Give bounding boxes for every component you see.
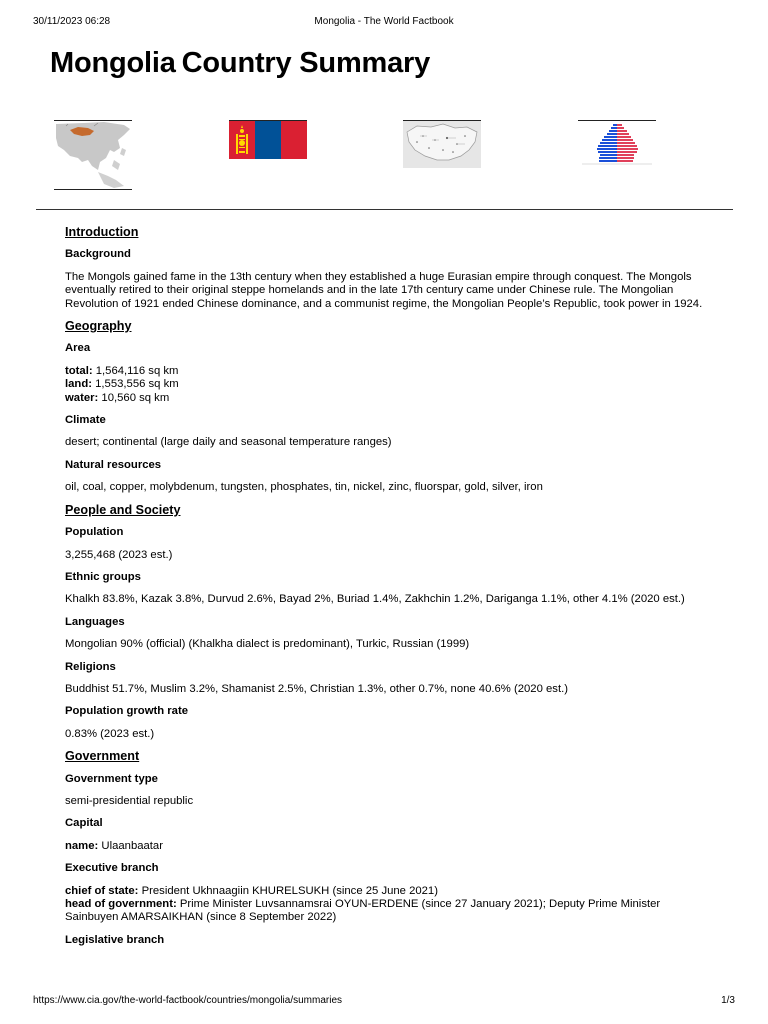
- country-name: Mongolia: [50, 47, 176, 79]
- field-text-ethnic-groups: Khalkh 83.8%, Kazak 3.8%, Durvud 2.6%, Bayad 2%, Buriad 1.4%, Zakhchin 1.2%, Dariganga 1.1%, other 4.1% (2020 est.): [65, 593, 685, 606]
- field-label-natural-resources: Natural resources: [65, 458, 162, 471]
- field-label-population: Population: [65, 526, 124, 539]
- field-label-religions: Religions: [65, 660, 116, 673]
- print-header: [33, 16, 735, 30]
- locator-map-icon[interactable]: [54, 120, 132, 190]
- print-footer: [33, 995, 735, 1009]
- field-text-executive-branch: [65, 885, 704, 925]
- field-label-executive-branch: Executive branch: [65, 862, 159, 875]
- area-water-value: 10,560 sq km: [101, 391, 170, 404]
- field-text-population: 3,255,468 (2023 est.): [65, 548, 173, 561]
- field-label-capital: Capital: [65, 817, 103, 830]
- section-title-people-and-society[interactable]: People and Society: [65, 502, 181, 517]
- field-label-ethnic-groups: Ethnic groups: [65, 570, 141, 583]
- print-page-title: Mongolia - The World Factbook: [314, 16, 454, 27]
- chief-of-state-value: President Ukhnaagiin KHURELSUKH (since 25 June 2021): [141, 884, 438, 897]
- flag-icon[interactable]: [229, 120, 307, 190]
- field-label-area: Area: [65, 342, 91, 355]
- field-text-capital: [65, 840, 704, 853]
- capital-name-label: name:: [65, 839, 99, 852]
- head-of-government-label: head of government:: [65, 898, 177, 910]
- page-number: 1/3: [721, 995, 735, 1006]
- field-text-population-growth-rate: 0.83% (2023 est.): [65, 727, 155, 740]
- section-title-introduction[interactable]: Introduction: [65, 225, 139, 239]
- page-title: [50, 47, 430, 80]
- head-of-government-value: Prime Minister Luvsannamsrai OYUN-ERDENE (since 27 January 2021); Deputy Prime Minister Sainbuyen AMARSAIKHAN (since 8 September 2022): [65, 898, 661, 924]
- area-total-value: 1,564,116 sq km: [95, 364, 179, 377]
- field-label-languages: Languages: [65, 615, 125, 628]
- field-text-background: The Mongols gained fame in the 13th century when they established a huge Eurasian empire through conquest. The Mongols eventually retired to their original steppe homelands and in the late 17th century came under Chinese rule. The Mongolian Revolution of 1921 ended Chinese dominance, and a communist regime, the Mongolian People’s Republic, took power in 1924.: [65, 270, 703, 310]
- print-url[interactable]: https://www.cia.gov/the-world-factbook/countries/mongolia/summaries: [33, 995, 343, 1006]
- capital-name-value: Ulaanbaatar: [101, 839, 163, 852]
- title-suffix: Country Summary: [181, 47, 431, 79]
- field-text-area: [65, 365, 704, 405]
- section-title-government[interactable]: Government: [65, 749, 140, 764]
- summary-content: [65, 226, 704, 956]
- field-text-languages: Mongolian 90% (official) (Khalkha dialect is predominant), Turkic, Russian (1999): [65, 638, 470, 651]
- field-text-religions: Buddhist 51.7%, Muslim 3.2%, Shamanist 2.5%, Christian 1.3%, other 0.7%, none 40.6% (2020 est.): [65, 682, 568, 695]
- chief-of-state-label: chief of state:: [65, 884, 139, 897]
- area-water-label: water:: [65, 391, 99, 404]
- section-title-geography[interactable]: Geography: [65, 319, 132, 334]
- area-total-label: total:: [65, 364, 93, 377]
- field-label-legislative-branch: Legislative branch: [65, 933, 165, 946]
- field-label-background: Background: [65, 248, 131, 261]
- country-map-icon[interactable]: [403, 120, 481, 190]
- area-land-value: 1,553,556 sq km: [95, 378, 179, 391]
- print-date: 30/11/2023 06:28: [33, 16, 111, 27]
- field-label-population-growth-rate: Population growth rate: [65, 705, 189, 718]
- header-divider: [36, 209, 733, 210]
- field-text-natural-resources: oil, coal, copper, molybdenum, tungsten, phosphates, tin, nickel, zinc, fluorspar, gold, silver, iron: [65, 481, 543, 494]
- field-label-government-type: Government type: [65, 772, 158, 785]
- population-pyramid-icon[interactable]: [578, 120, 656, 190]
- field-text-government-type: semi-presidential republic: [65, 794, 194, 807]
- field-text-climate: desert; continental (large daily and seasonal temperature ranges): [65, 436, 392, 449]
- area-land-label: land:: [65, 378, 92, 391]
- field-label-climate: Climate: [65, 414, 106, 427]
